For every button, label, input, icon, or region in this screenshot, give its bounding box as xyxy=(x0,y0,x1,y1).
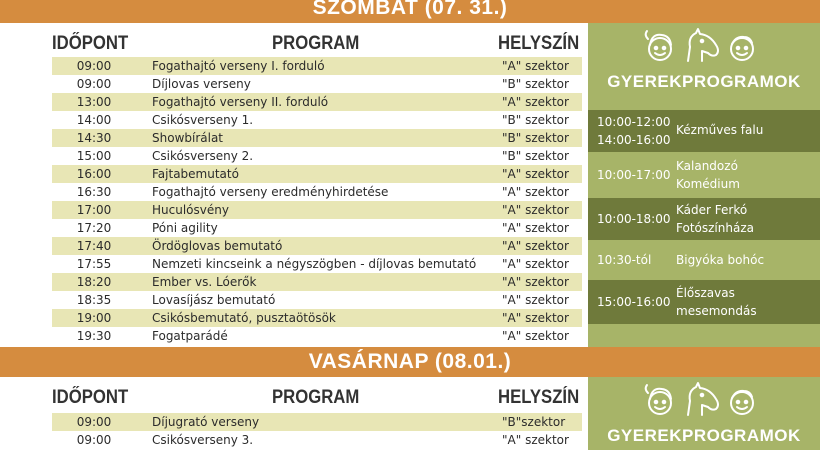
row-program: Fogatparádé xyxy=(152,329,228,343)
header-program: PROGRAM xyxy=(272,387,360,408)
row-program: Showbírálat xyxy=(152,131,224,145)
row-program: Nemzeti kincseink a négyszögben - díjlovas bemutató xyxy=(152,257,477,271)
table-row xyxy=(52,75,582,93)
row-venue: "B" szektor xyxy=(502,113,569,127)
table-row xyxy=(52,111,582,129)
table-row xyxy=(52,219,582,237)
row-venue: "A" szektor xyxy=(502,293,569,307)
row-venue: "B" szektor xyxy=(502,149,569,163)
table-row xyxy=(52,309,582,327)
row-venue: "A" szektor xyxy=(502,257,569,271)
kids-slot xyxy=(588,240,820,280)
row-venue: "B" szektor xyxy=(502,131,569,145)
header-venue: HELYSZÍN xyxy=(498,33,580,54)
table-row xyxy=(52,413,582,431)
kids-slot-program: Bigyóka bohóc xyxy=(676,253,765,267)
table-row xyxy=(52,57,582,75)
sunday-title: VASÁRNAP (08.01.) xyxy=(0,347,820,377)
table-row xyxy=(52,255,582,273)
table-row xyxy=(52,129,582,147)
saturday-title: SZOMBAT (07. 31.) xyxy=(0,0,820,23)
row-time: 18:20 xyxy=(76,275,112,289)
kids-programs-title: GYEREKPROGRAMOK xyxy=(607,426,801,445)
row-time: 09:00 xyxy=(76,59,112,73)
kids-slot xyxy=(588,152,820,198)
row-time: 19:30 xyxy=(76,329,112,343)
kids-slot-program: Fotószínháza xyxy=(676,221,754,235)
row-program: Csikósverseny 2. xyxy=(152,149,254,163)
row-venue: "A" szektor xyxy=(502,185,569,199)
kids-slot-program: mesemondás xyxy=(676,304,757,318)
table-row xyxy=(52,273,582,291)
row-venue: "A" szektor xyxy=(502,59,569,73)
horse-head-icon xyxy=(688,29,718,61)
header-venue: HELYSZÍN xyxy=(498,387,580,408)
kids-slot-time: 10:00-17:00 xyxy=(597,168,671,182)
boy-face-icon xyxy=(731,391,753,414)
header-time: IDŐPONT xyxy=(52,33,129,54)
table-row xyxy=(52,165,582,183)
row-time: 17:40 xyxy=(76,239,112,253)
horse-head-icon xyxy=(688,383,718,415)
row-time: 17:55 xyxy=(76,257,112,271)
row-time: 19:00 xyxy=(76,311,112,325)
kids-slot xyxy=(588,198,820,240)
row-program: Lovasíjász bemutató xyxy=(152,293,276,307)
kids-slot-program: Kalandozó xyxy=(676,159,738,173)
row-time: 17:00 xyxy=(76,203,112,217)
row-time: 18:35 xyxy=(76,293,112,307)
row-venue: "A" szektor xyxy=(502,239,569,253)
row-program: Fogathajtó verseny eredményhirdetése xyxy=(152,185,389,199)
row-venue: "A" szektor xyxy=(502,95,569,109)
row-program: Díjugrató verseny xyxy=(152,415,260,429)
header-time: IDŐPONT xyxy=(52,387,129,408)
row-program: Huculósvény xyxy=(152,203,229,217)
row-time: 09:00 xyxy=(76,77,112,91)
table-row xyxy=(52,327,582,345)
table-row xyxy=(52,291,582,309)
kids-icons xyxy=(640,381,768,421)
kids-slot-program: Komédium xyxy=(676,177,740,191)
table-row xyxy=(52,93,582,111)
row-venue: "B" szektor xyxy=(502,77,569,91)
row-time: 09:00 xyxy=(76,433,112,447)
row-venue: "A" szektor xyxy=(502,329,569,343)
row-program: Fogathajtó verseny I. forduló xyxy=(152,59,325,73)
kids-programs-title: GYEREKPROGRAMOK xyxy=(607,72,801,91)
row-program: Csikósverseny 3. xyxy=(152,433,254,447)
kids-slot-time: 10:00-12:00 xyxy=(597,115,671,129)
kids-slot-program: Élőszavas xyxy=(676,286,735,300)
row-program: Ördöglovas bemutató xyxy=(152,239,283,253)
row-venue: "A" szektor xyxy=(502,221,569,235)
row-time: 14:30 xyxy=(76,131,112,145)
table-row xyxy=(52,147,582,165)
girl-face-icon xyxy=(646,31,671,60)
table-row xyxy=(52,237,582,255)
row-time: 16:30 xyxy=(76,185,112,199)
row-venue: "A" szektor xyxy=(502,311,569,325)
row-program: Póni agility xyxy=(152,221,218,235)
row-time: 16:00 xyxy=(76,167,112,181)
kids-slot-time: 10:30-tól xyxy=(597,253,652,267)
row-time: 14:00 xyxy=(76,113,112,127)
kids-programs-panel xyxy=(588,377,820,450)
row-time: 17:20 xyxy=(76,221,112,235)
kids-icons xyxy=(640,27,768,67)
row-venue: "A" szektor xyxy=(502,275,569,289)
table-row xyxy=(52,431,582,449)
row-venue: "B"szektor xyxy=(502,415,566,429)
kids-programs-panel xyxy=(588,23,820,347)
boy-face-icon xyxy=(731,37,753,60)
kids-slot-time: 14:00-16:00 xyxy=(597,133,671,147)
row-program: Csikósbemutató, pusztaötösök xyxy=(152,311,336,325)
header-program: PROGRAM xyxy=(272,33,360,54)
kids-slot xyxy=(588,280,820,324)
girl-face-icon xyxy=(646,385,671,414)
kids-slot-program: Kézműves falu xyxy=(676,123,764,137)
row-program: Csikósverseny 1. xyxy=(152,113,254,127)
saturday-schedule xyxy=(52,57,582,345)
row-time: 15:00 xyxy=(76,149,112,163)
table-row xyxy=(52,201,582,219)
row-venue: "A" szektor xyxy=(502,433,569,447)
row-venue: "A" szektor xyxy=(502,167,569,181)
kids-slot-time: 15:00-16:00 xyxy=(597,295,671,309)
kids-slot-program: Káder Ferkó xyxy=(676,203,748,217)
row-program: Díjlovas verseny xyxy=(152,77,251,91)
table-row xyxy=(52,183,582,201)
row-venue: "A" szektor xyxy=(502,203,569,217)
row-time: 13:00 xyxy=(76,95,112,109)
row-program: Ember vs. Lóerők xyxy=(152,275,257,289)
sunday-schedule xyxy=(52,413,582,449)
row-program: Fajtabemutató xyxy=(152,167,239,181)
kids-slot-time: 10:00-18:00 xyxy=(597,212,671,226)
row-program: Fogathajtó verseny II. forduló xyxy=(152,95,329,109)
row-time: 09:00 xyxy=(76,415,112,429)
kids-slot xyxy=(588,110,820,152)
